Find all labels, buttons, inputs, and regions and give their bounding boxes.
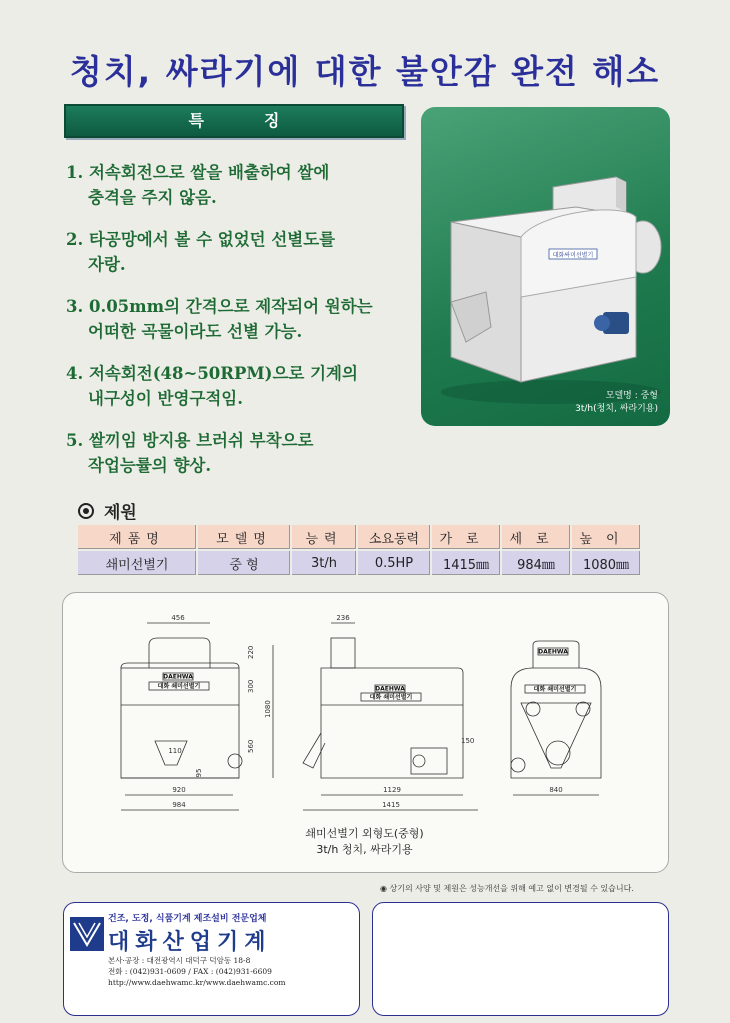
dim-label: 984 (172, 801, 186, 809)
spec-cell: 1080㎜ (572, 551, 642, 577)
dim-label: 1129 (383, 786, 401, 794)
dim-label: 95 (195, 768, 203, 778)
feature-item (66, 160, 406, 210)
spec-cell: 중 형 (198, 551, 292, 577)
feature-item (66, 294, 406, 344)
feature-line2: 자랑. (88, 255, 126, 274)
spec-header-cell: 능력 (292, 525, 358, 551)
feature-line2: 어떠한 곡물이라도 선별 가능. (88, 322, 303, 341)
dim-label: 1080 (264, 700, 272, 718)
back-view (511, 641, 601, 795)
drawing-caption-sub: 3t/h 청치, 싸라기용 (316, 843, 413, 856)
spec-header-cell: 모델명 (198, 525, 292, 551)
company-logo-icon (70, 917, 104, 951)
company-web[interactable]: http://www.daehwamc.kr/www.daehwamc.com (108, 978, 286, 987)
company-tagline: 건조, 도정, 식품기계 제조설비 전문업체 (108, 914, 267, 924)
feature-line2: 작업능률의 향상. (88, 456, 212, 475)
front-view (121, 614, 273, 810)
features-list (66, 160, 406, 495)
feature-line1: 4. 저속회전(48~50RPM)으로 기계의 (66, 364, 358, 383)
spec-cell: 3t/h (292, 551, 358, 577)
spec-data-row (78, 551, 642, 577)
dim-label: 920 (172, 786, 186, 794)
brand-label: DAEHWA (163, 673, 193, 681)
machine-plate: 대화 쇄미선별기 (369, 694, 413, 701)
spec-header-cell: 제품명 (78, 525, 198, 551)
drawing-caption-title: 쇄미선별기 외형도(중형) (305, 827, 424, 840)
features-header: 특징 (64, 104, 404, 138)
dim-label: 456 (171, 614, 185, 622)
spec-cell: 0.5HP (358, 551, 432, 577)
feature-line1: 1. 저속회전으로 쌀을 배출하여 쌀에 (66, 163, 330, 182)
company-name: 대화산업기계 (108, 930, 272, 955)
feature-line2: 충격을 주지 않음. (88, 188, 217, 207)
spec-header-cell: 가로 (432, 525, 502, 551)
dim-label: 560 (247, 739, 255, 753)
spec-header-row (78, 525, 642, 551)
feature-line2: 내구성이 반영구적임. (88, 389, 243, 408)
photo-caption (575, 390, 658, 416)
dim-label: 300 (247, 679, 255, 693)
photo-caption-capacity: 3t/h(청치, 싸라기용) (575, 404, 658, 414)
feature-item (66, 227, 406, 277)
spec-header-cell: 소요동력 (358, 525, 432, 551)
page-headline: 청치, 싸라기에 대한 불안감 완전 해소 (69, 52, 661, 91)
spec-header-cell: 높이 (572, 525, 642, 551)
machine-plate: 대화 쇄미선별기 (533, 686, 577, 693)
blank-box (372, 902, 669, 1016)
spec-header-cell: 세로 (502, 525, 572, 551)
machine-plate: 대화 쇄미선별기 (157, 683, 201, 690)
dim-label: 110 (168, 747, 182, 755)
company-address: 본사·공장 : 대전광역시 대덕구 덕암동 18-8 (108, 956, 251, 965)
company-phone: 전화 : (042)931-0609 / FAX : (042)931-6609 (108, 967, 272, 976)
spec-title-text: 제원 (104, 503, 137, 523)
side-view (303, 614, 478, 810)
company-info (108, 955, 286, 988)
dim-label: 840 (549, 786, 563, 794)
photo-caption-model: 모델명 : 중형 (605, 391, 658, 401)
feature-item (66, 428, 406, 478)
bullet-icon (78, 503, 94, 519)
feature-line1: 2. 타공망에서 볼 수 없었던 선별도를 (66, 230, 336, 249)
feature-line1: 3. 0.05mm의 간격으로 제작되어 원하는 (66, 297, 373, 316)
machine-illustration (421, 107, 670, 426)
spec-title (78, 498, 137, 523)
dim-label: 150 (461, 737, 475, 745)
brand-label: DAEHWA (375, 685, 405, 693)
notice-text: ◉ 상기의 사양 및 제원은 성능개선을 위해 예고 없이 변경될 수 있습니다. (380, 884, 634, 893)
machine-label: 대화싸미선별기 (552, 252, 594, 259)
drawing-caption (62, 826, 667, 858)
product-photo (421, 107, 670, 426)
dim-label: 236 (336, 614, 350, 622)
brand-label: DAEHWA (538, 648, 568, 656)
spec-cell: 쇄미선별기 (78, 551, 198, 577)
spec-cell: 1415㎜ (432, 551, 502, 577)
spec-cell: 984㎜ (502, 551, 572, 577)
feature-line1: 5. 쌀끼임 방지용 브러쉬 부착으로 (66, 431, 314, 450)
spec-table (78, 525, 642, 577)
dim-label: 220 (247, 645, 255, 659)
company-box (63, 902, 360, 1016)
feature-item (66, 361, 406, 411)
dim-label: 1415 (382, 801, 400, 809)
